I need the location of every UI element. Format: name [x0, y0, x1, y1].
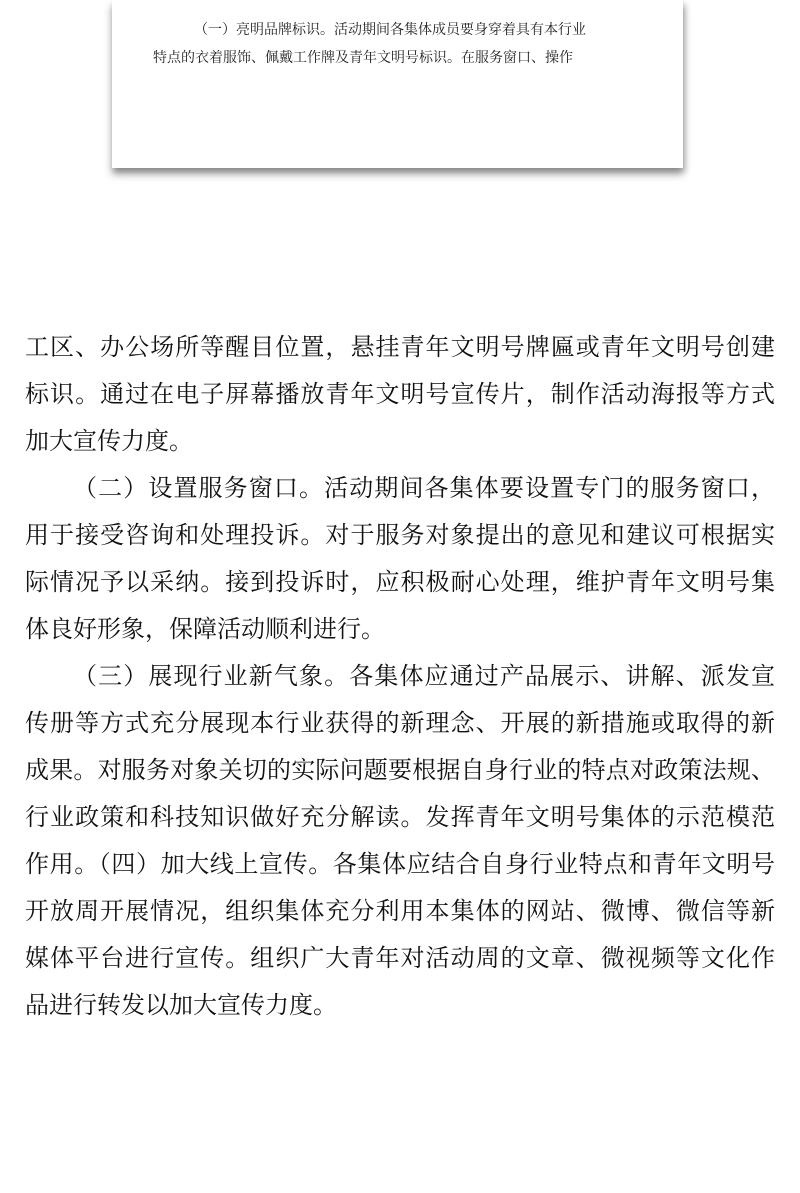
body-text-line: 工区、办公场所等醒目位置，悬挂青年文明号牌匾或青年文明号创建 — [25, 333, 775, 361]
document-body — [25, 324, 775, 1029]
body-text-line: 用于接受咨询和处理投诉。对于服务对象提出的意见和建议可根据实 — [25, 521, 775, 549]
body-text-line: 行业政策和科技知识做好充分解读。发挥青年文明号集体的示范模范 — [25, 803, 775, 831]
body-text-line: 体良好形象，保障活动顺利进行。 — [25, 615, 385, 643]
paragraph-heading-line: （三）展现行业新气象。各集体应通过产品展示、讲解、派发宣 — [73, 662, 775, 690]
body-text-line: 作用。（四）加大线上宣传。各集体应结合自身行业特点和青年文明号 — [25, 850, 775, 878]
body-text-line: 传册等方式充分展现本行业获得的新理念、开展的新措施或取得的新 — [25, 709, 775, 737]
body-text-line: 成果。对服务对象关切的实际问题要根据自身行业的特点对政策法规、 — [25, 756, 775, 784]
card-text-line: 特点的衣着服饰、佩戴工作牌及青年文明号标识。在服务窗口、操作 — [153, 50, 573, 66]
document-page-preview-card — [112, 0, 683, 168]
paragraph-heading-line: （二）设置服务窗口。活动期间各集体要设置专门的服务窗口， — [73, 474, 775, 502]
body-text-line: 媒体平台进行宣传。组织广大青年对活动周的文章、微视频等文化作 — [25, 944, 775, 972]
body-text-line: 品进行转发以加大宣传力度。 — [25, 991, 337, 1019]
body-text-line: 加大宣传力度。 — [25, 427, 193, 455]
body-text-line: 标识。通过在电子屏幕播放青年文明号宣传片，制作活动海报等方式 — [25, 380, 775, 408]
body-text-line: 开放周开展情况，组织集体充分利用本集体的网站、微博、微信等新 — [25, 897, 775, 925]
body-text-line: 际情况予以采纳。接到投诉时，应积极耐心处理，维护青年文明号集 — [25, 568, 775, 596]
card-text-line: （一）亮明品牌标识。活动期间各集体成员要身穿着具有本行业 — [194, 22, 586, 38]
